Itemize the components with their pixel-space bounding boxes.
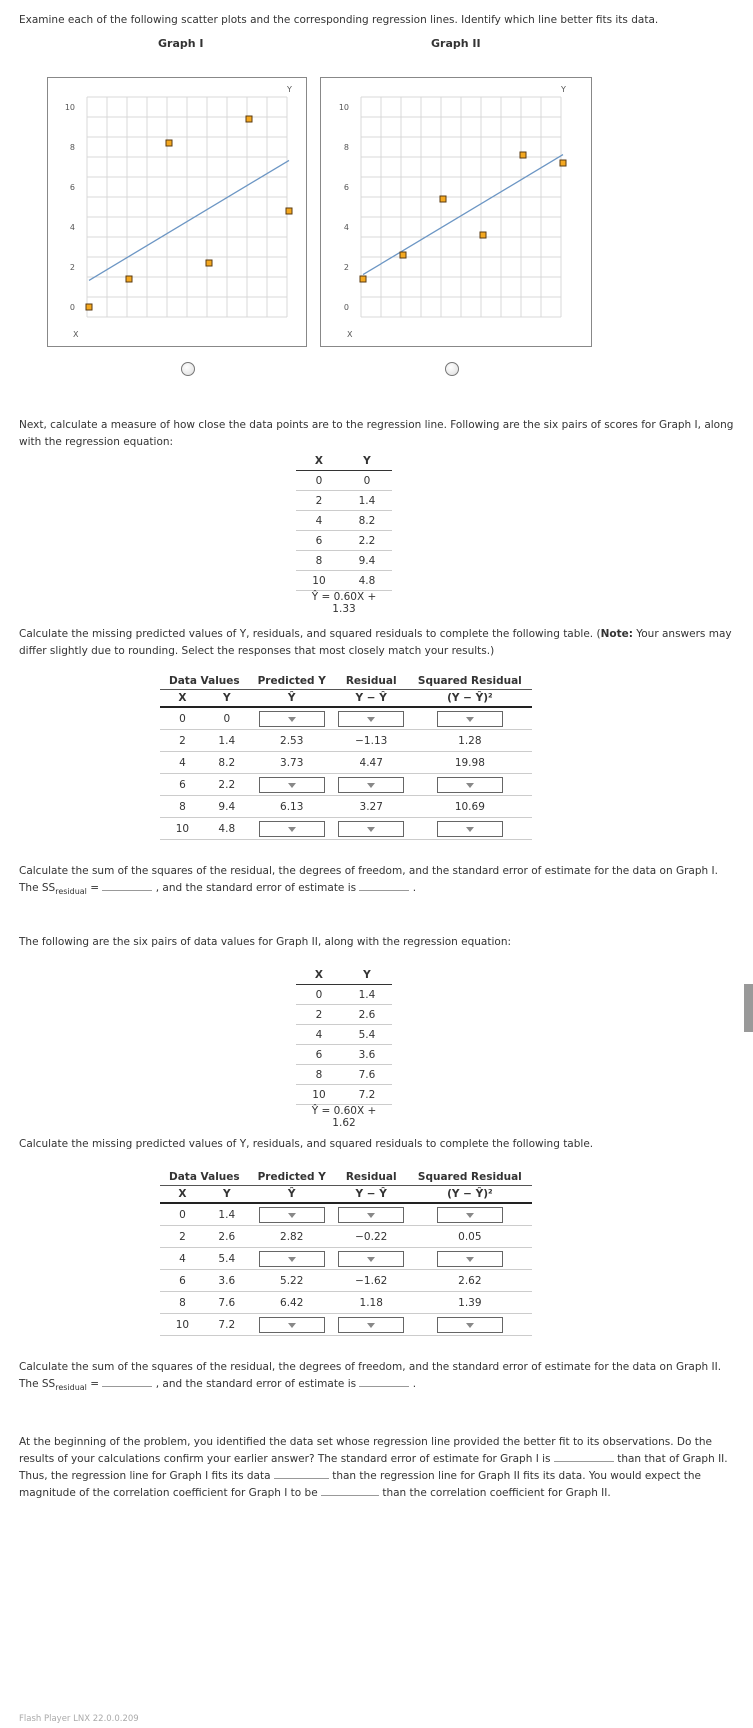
graph2-data-table: [296, 966, 392, 1129]
y-tick-label: 2: [343, 263, 349, 272]
answer-dropdown[interactable]: [259, 1251, 325, 1267]
col-y: Y: [342, 966, 392, 985]
table-row: 8 9.4 6.13 3.27 10.69: [160, 796, 532, 818]
graph1-plot: [47, 77, 307, 347]
table-row: 0 0: [160, 707, 532, 730]
table-row: 10 4.8: [296, 571, 392, 591]
scrollbar-thumb[interactable]: [744, 984, 753, 1032]
table-row: 2 1.4 2.53 −1.13 1.28: [160, 730, 532, 752]
table-row: 10 4.8: [160, 818, 532, 840]
y-tick-label: 0: [69, 303, 75, 312]
data-point: [400, 252, 406, 258]
graph2-plot: [320, 77, 592, 347]
ss2-blank[interactable]: [102, 1376, 152, 1387]
y-tick-label: 0: [343, 303, 349, 312]
answer-dropdown[interactable]: [437, 1251, 503, 1267]
table-row: 10 7.2: [160, 1314, 532, 1336]
data-point: [520, 152, 526, 158]
table-row: 0 0: [296, 471, 392, 491]
answer-dropdown[interactable]: [338, 711, 404, 727]
table-row: 4 5.4: [160, 1248, 532, 1270]
answer-dropdown[interactable]: [259, 1207, 325, 1223]
graph1-data-table: [296, 452, 392, 615]
se2-blank[interactable]: [359, 1376, 409, 1387]
answer-dropdown[interactable]: [259, 711, 325, 727]
flash-version: Flash Player LNX 22.0.0.209: [19, 1714, 139, 1724]
se-compare-blank[interactable]: [554, 1451, 614, 1462]
data-point: [440, 196, 446, 202]
instr-text: Calculate the missing predicted values of Y, residuals, and squared residuals to complete the following table. (: [19, 628, 601, 640]
answer-dropdown[interactable]: [338, 777, 404, 793]
answer-dropdown[interactable]: [437, 777, 503, 793]
col-x: X: [296, 966, 342, 985]
part2-text: Next, calculate a measure of how close the data points are to the regression line. Following are the six pairs of scores for Graph I, along with the regression equation:: [19, 419, 734, 448]
y-tick-label: 6: [69, 183, 75, 192]
y-tick-label: 4: [69, 223, 75, 232]
regression-equation: Ŷ = 0.60X + 1.62: [311, 1105, 377, 1129]
intro-text: Examine each of the following scatter plots and the corresponding regression lines. Identify which line better fits its data.: [19, 14, 659, 26]
part3-text: The following are the six pairs of data values for Graph II, along with the regression equation:: [19, 936, 512, 948]
regression-line: [89, 160, 289, 280]
graph1-residual-table: Data Values Predicted Y Residual Squared Residual X Y Ŷ Y − Ŷ (Y − Ŷ)² 0 0 2 1.4 2.53 −1.13 1.28 4 8.2 3.73 4.47 19.98 6 2.2 8 9.4 6.13 3.27 10.69 10 4.8: [160, 673, 532, 840]
table-row: 6 3.6: [296, 1045, 392, 1065]
table-row: 4 8.2 3.73 4.47 19.98: [160, 752, 532, 774]
table-row: 2 2.6 2.82 −0.22 0.05: [160, 1226, 532, 1248]
regression-equation: Ŷ = 0.60X + 1.33: [311, 591, 377, 615]
data-point: [480, 232, 486, 238]
ss2-text: Calculate the sum of the squares of the residual, the degrees of freedom, and the standard error of estimate for the data on Graph II. The $SS_{residual}$ = , and the standard error of estimate is .: [19, 1361, 722, 1393]
data-point: [126, 276, 132, 282]
table-row: 2 2.6: [296, 1005, 392, 1025]
data-point: [206, 260, 212, 266]
data-point: [560, 160, 566, 166]
graph1-title: Graph I: [158, 37, 204, 50]
answer-dropdown[interactable]: [437, 1317, 503, 1333]
data-point: [166, 140, 172, 146]
x-axis-label: X: [347, 330, 353, 339]
table-row: 2 1.4: [296, 491, 392, 511]
y-tick-label: 2: [69, 263, 75, 272]
table-row: 0 1.4: [160, 1203, 532, 1226]
instr-text-b: Your answers may differ slightly due to rounding. Select the responses that most closely match your results.): [19, 628, 732, 657]
answer-dropdown[interactable]: [437, 821, 503, 837]
instructions-1: [19, 626, 739, 660]
table-row: 8 7.6: [296, 1065, 392, 1085]
answer-dropdown[interactable]: [259, 777, 325, 793]
table-row: 6 3.6 5.22 −1.62 2.62: [160, 1270, 532, 1292]
y-tick-label: 8: [343, 143, 349, 152]
y-tick-label: 6: [343, 183, 349, 192]
table-row: 10 7.2: [296, 1085, 392, 1105]
data-point: [246, 116, 252, 122]
conclusion-text: At the beginning of the problem, you identified the data set whose regression line provided the better fit to its observations. Do the results of your calculations confirm your earlier answer? The standard error of estimate for Graph I is than that of Graph II. Thus, the regression line for Graph I fits its data than the regression line for Graph II fits its data. You would expect the magnitude of the correlation coefficient for Graph I to be than the correlation coefficient for Graph II.: [19, 1436, 728, 1499]
y-axis-label: Y: [561, 85, 566, 94]
ss1-text: Calculate the sum of the squares of the residual, the degrees of freedom, and the standard error of estimate for the data on Graph I. The $SS_{residual}$ = , and the standard error of estimate is .: [19, 865, 718, 897]
answer-dropdown[interactable]: [259, 1317, 325, 1333]
graph2-radio[interactable]: [445, 362, 459, 376]
answer-dropdown[interactable]: [338, 1251, 404, 1267]
y-tick-label: 10: [64, 103, 75, 112]
table-row: 8 9.4: [296, 551, 392, 571]
col-y: Y: [342, 452, 392, 471]
data-point: [360, 276, 366, 282]
answer-dropdown[interactable]: [338, 821, 404, 837]
table-row: 6 2.2: [160, 774, 532, 796]
answer-dropdown[interactable]: [259, 821, 325, 837]
col-x: X: [296, 452, 342, 471]
answer-dropdown[interactable]: [338, 1317, 404, 1333]
answer-dropdown[interactable]: [437, 1207, 503, 1223]
instructions-2: Calculate the missing predicted values of Y, residuals, and squared residuals to complete the following table.: [19, 1138, 594, 1150]
graph1-radio[interactable]: [181, 362, 195, 376]
table-row: 8 7.6 6.42 1.18 1.39: [160, 1292, 532, 1314]
table-row: 6 2.2: [296, 531, 392, 551]
answer-dropdown[interactable]: [437, 711, 503, 727]
table-row: 4 8.2: [296, 511, 392, 531]
x-axis-label: X: [73, 330, 79, 339]
fit-compare-blank[interactable]: [274, 1468, 329, 1479]
data-point: [286, 208, 292, 214]
data-point: [86, 304, 92, 310]
note-label: Note:: [600, 628, 633, 640]
y-tick-label: 4: [343, 223, 349, 232]
graph2-residual-table: Data Values Predicted Y Residual Squared Residual X Y Ŷ Y − Ŷ (Y − Ŷ)² 0 1.4 2 2.6 2.82 −0.22 0.05 4 5.4 6 3.6 5.22 −1.62 2.62 8 7.6 6.42 1.18 1.39 10 7.2: [160, 1169, 532, 1336]
y-tick-label: 10: [338, 103, 349, 112]
answer-dropdown[interactable]: [338, 1207, 404, 1223]
y-axis-label: Y: [287, 85, 292, 94]
se1-blank[interactable]: [359, 880, 409, 891]
r-compare-blank[interactable]: [321, 1485, 379, 1496]
table-row: 0 1.4: [296, 985, 392, 1005]
y-tick-label: 8: [69, 143, 75, 152]
ss1-blank[interactable]: [102, 880, 152, 891]
table-row: 4 5.4: [296, 1025, 392, 1045]
graph2-title: Graph II: [431, 37, 481, 50]
